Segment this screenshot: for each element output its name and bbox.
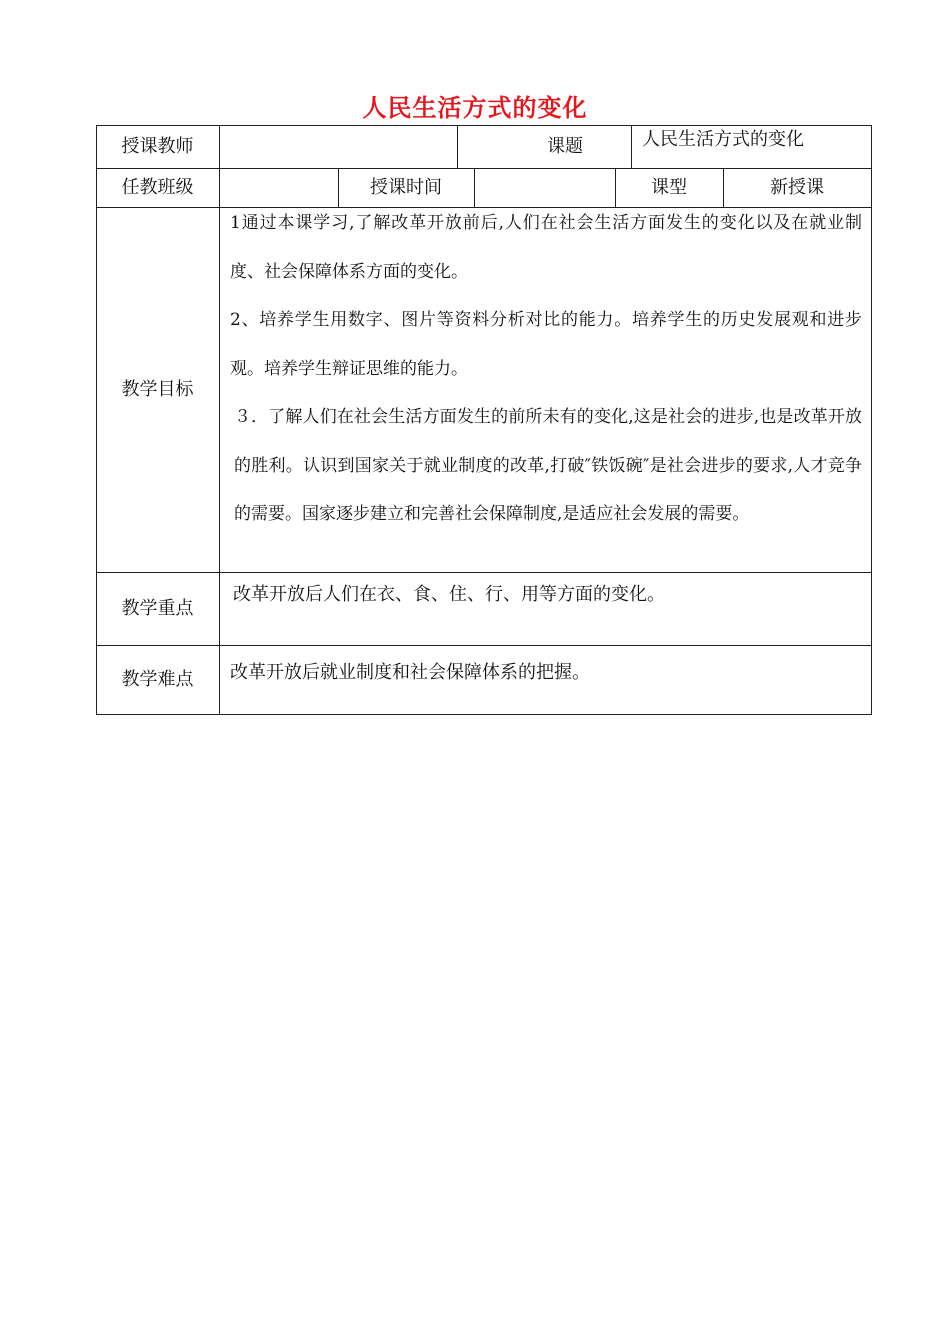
document-title: 人民生活方式的变化 [362,94,588,122]
column-divider [457,125,458,168]
objectives-label: 教学目标 [121,379,194,400]
label-column-divider [219,125,220,715]
table-border-left [96,125,97,715]
row-divider [96,645,872,646]
objective-item: ３．了解人们在社会生活方面发生的前所未有的变化,这是社会的进步,也是改革开放的胜利。认识到国家关于就业制度的改革,打破″铁饭碗″是社会进步的要求,人才竞争的需要。国家逐步建立和完善社会保障制度,是适应社会发展的需要。 [234,407,862,524]
difficulties-label: 教学难点 [121,669,194,690]
topic-value: 人民生活方式的变化 [642,129,804,150]
table-border-right [871,125,872,715]
type-label: 课型 [651,177,687,198]
difficulties-value: 改革开放后就业制度和社会保障体系的把握。 [230,662,590,683]
time-label: 授课时间 [370,177,442,198]
row-divider [96,572,872,573]
objective-item: 1通过本课学习,了解改革开放前后,人们在社会生活方面发生的变化以及在就业制度、社会保障体系方面的变化。 [230,213,862,282]
topic-label: 课题 [547,136,583,157]
type-value: 新授课 [770,177,824,198]
lesson-plan-table [96,125,872,715]
key-points-label: 教学重点 [121,598,194,619]
key-points-value: 改革开放后人们在衣、食、住、行、用等方面的变化。 [233,584,665,605]
table-border-top [96,125,872,126]
teacher-label: 授课教师 [121,136,194,157]
table-border-bottom [96,714,872,715]
objectives-content [230,199,862,539]
objective-item: 2、培养学生用数字、图片等资料分析对比的能力。培养学生的历史发展观和进步观。培养学生辩证思维的能力。 [230,310,862,379]
row-divider [96,168,872,169]
class-label: 任教班级 [121,177,194,198]
